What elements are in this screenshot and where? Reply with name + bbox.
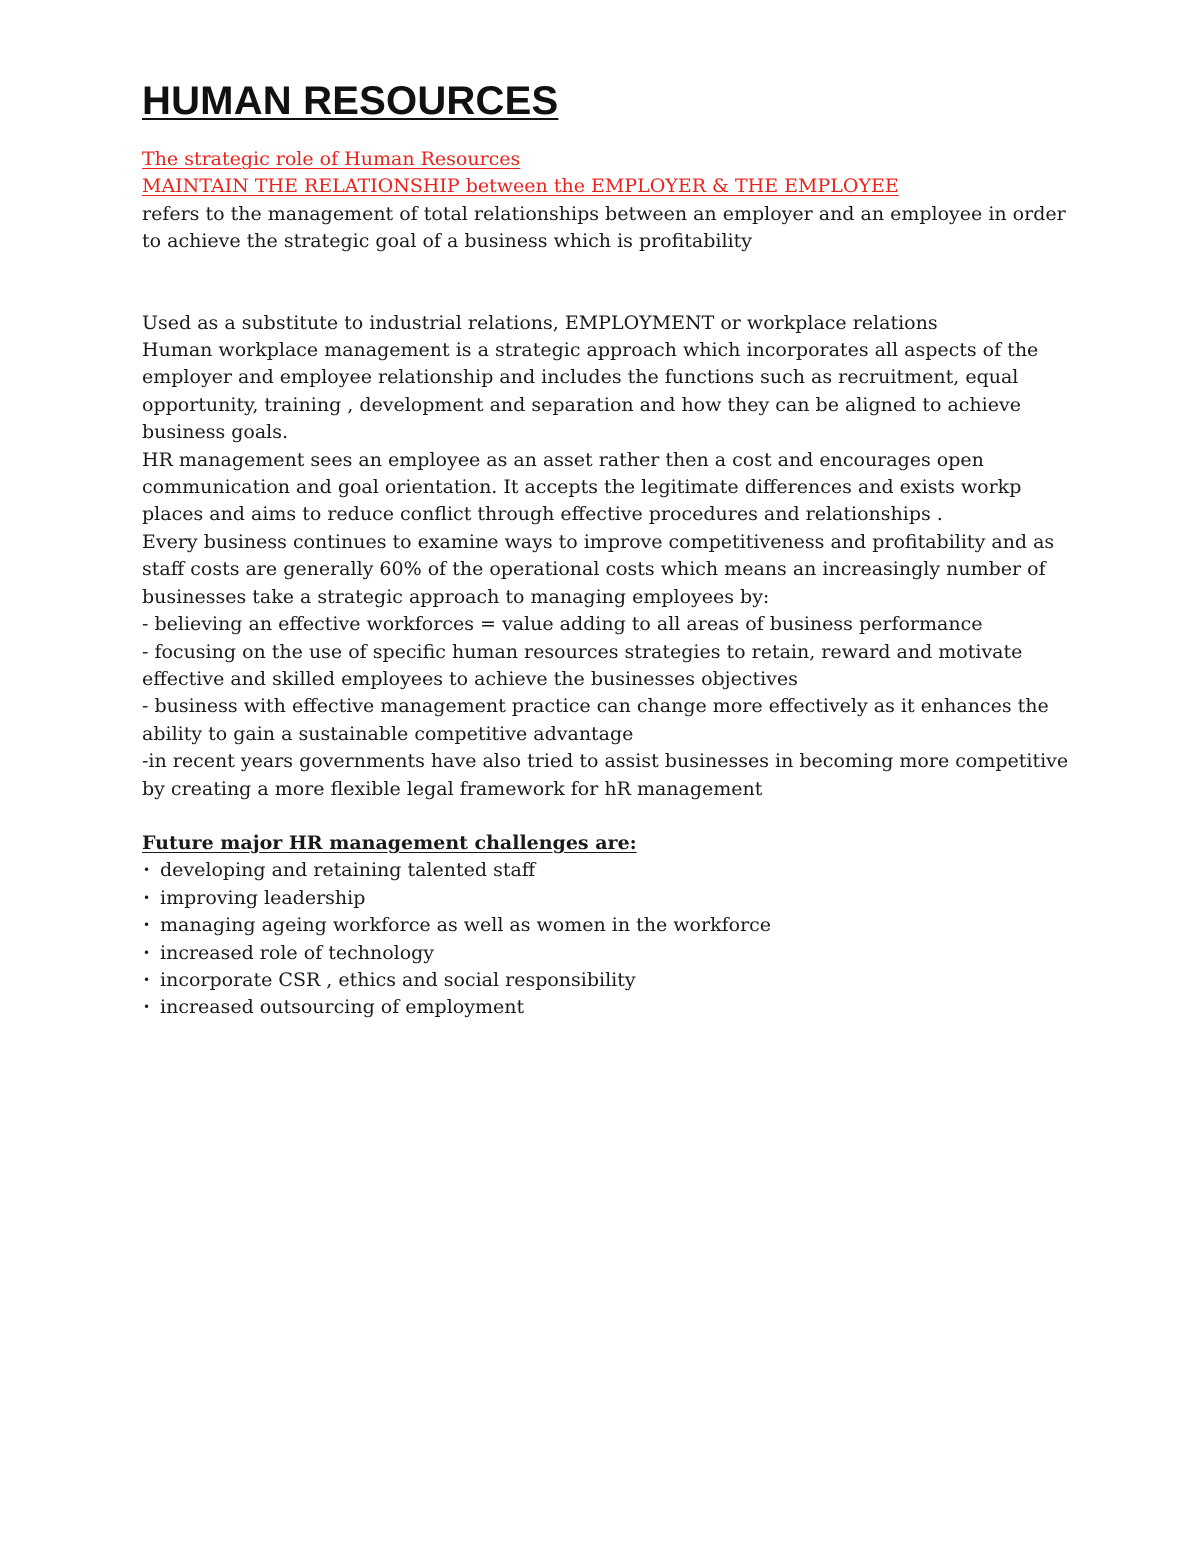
list-item-text: incorporate CSR , ethics and social responsibility xyxy=(160,968,636,991)
spacer xyxy=(142,256,1072,310)
document-body xyxy=(142,78,1072,1022)
paragraph-dash-item: - focusing on the use of specific human resources strategies to retain, reward and motivate effective and skilled employees to achieve the businesses objectives xyxy=(142,640,1023,690)
paragraph-dash-item: - business with effective management practice can change more effectively as it enhances the ability to gain a sustainable competitive advantage xyxy=(142,695,1049,745)
spacer xyxy=(142,803,1072,830)
subtitle-relationship: MAINTAIN THE RELATIONSHIP between the EMPLOYER & THE EMPLOYEE xyxy=(142,175,899,198)
list-item-text: managing ageing workforce as well as women in the workforce xyxy=(160,914,772,937)
list-item xyxy=(142,857,1072,884)
paragraph: HR management sees an employee as an asset rather then a cost and encourages open communication and goal orientation. It accepts the legitimate differences and exists workp places and aims to reduce conflict through effective procedures and relationships . xyxy=(142,448,1022,526)
challenges-heading: Future major HR management challenges are: xyxy=(142,831,637,854)
subtitle-strategic-role: The strategic role of Human Resources xyxy=(142,148,521,170)
list-item xyxy=(142,912,1072,939)
paragraph: Used as a substitute to industrial relations, EMPLOYMENT or workplace relations xyxy=(142,311,938,334)
bullet-icon: • xyxy=(143,945,151,960)
intro-paragraph: refers to the management of total relationships between an employer and an employee in order to achieve the strategic goal of a business which is profitability xyxy=(142,202,1066,253)
list-item xyxy=(142,967,1072,994)
bullet-icon: • xyxy=(143,890,151,905)
list-item-text: increased role of technology xyxy=(160,941,435,964)
list-item-text: increased outsourcing of employment xyxy=(160,996,525,1019)
list-item xyxy=(142,994,1072,1021)
paragraph: Human workplace management is a strategic approach which incorporates all aspects of the employer and employee relationship and includes the functions such as recruitment, equal opportunity, training , development and separation and how they can be aligned to achieve business goals. xyxy=(142,339,1039,444)
bullet-icon: • xyxy=(143,972,151,987)
bullet-icon: • xyxy=(143,863,151,878)
challenges-list xyxy=(142,857,1072,1021)
list-item-text: improving leadership xyxy=(160,886,366,909)
list-item xyxy=(142,885,1072,912)
paragraph-dash-item: -in recent years governments have also tried to assist businesses in becoming more competitive by creating a more flexible legal framework for hR management xyxy=(142,750,1069,800)
list-item-text: developing and retaining talented staff xyxy=(160,859,536,882)
paragraph-dash-item: - believing an effective workforces = value adding to all areas of business performance xyxy=(142,613,983,636)
bullet-icon: • xyxy=(143,1000,151,1015)
list-item xyxy=(142,940,1072,967)
bullet-icon: • xyxy=(143,918,151,933)
page-title: HUMAN RESOURCES xyxy=(142,79,559,123)
paragraph: Every business continues to examine ways to improve competitiveness and profitability and as staff costs are generally 60% of the operational costs which means an increasingly number of businesses take a strategic approach to managing employees by: xyxy=(142,530,1055,608)
